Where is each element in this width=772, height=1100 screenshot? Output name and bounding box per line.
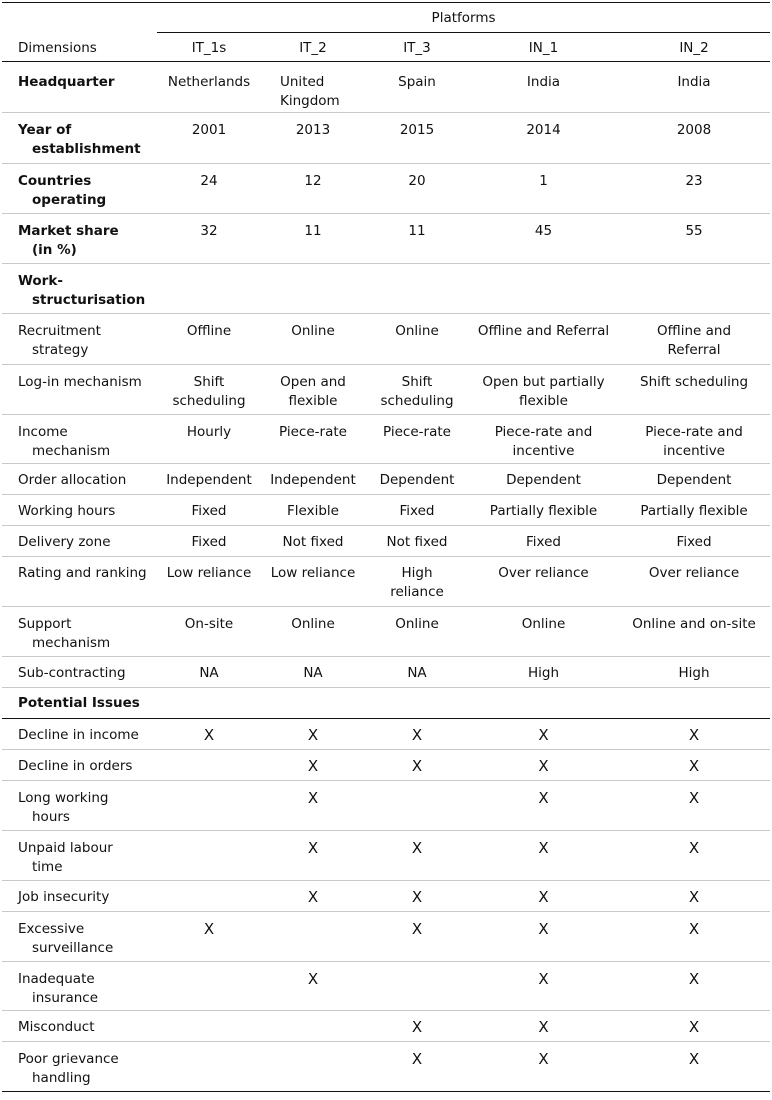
row-label: Support mechanism [2, 607, 157, 657]
row-excessive-surveillance [2, 912, 770, 962]
cross-mark: X [469, 1011, 618, 1042]
row-label: Year of establishment [2, 113, 157, 164]
cell: Independent [157, 464, 261, 495]
row-order-allocation [2, 464, 770, 495]
platforms-table [2, 2, 770, 1092]
cell: On-site [157, 607, 261, 657]
cross-mark: X [469, 781, 618, 831]
row-inadequate-insurance [2, 962, 770, 1011]
cross-mark: X [618, 750, 770, 781]
row-label: Job insecurity [2, 881, 157, 912]
row-headquarter [2, 62, 770, 113]
row-label: Rating and ranking [2, 557, 157, 607]
cell: Shift scheduling [618, 365, 770, 415]
cell: Not fixed [261, 526, 365, 557]
cross-mark [157, 781, 261, 831]
cross-mark [157, 962, 261, 1011]
cell: Offline [157, 314, 261, 365]
cross-mark: X [261, 881, 365, 912]
row-poor-grievance-handling [2, 1042, 770, 1092]
cell: Over reliance [469, 557, 618, 607]
cell: 24 [157, 164, 261, 214]
cell: Fixed [157, 526, 261, 557]
cell: Not fixed [365, 526, 469, 557]
cross-mark: X [157, 719, 261, 750]
cross-mark: X [618, 881, 770, 912]
row-decline-in-income [2, 719, 770, 750]
header-row-platforms [2, 3, 770, 33]
row-label: Income mechanism [2, 415, 157, 464]
cross-mark [261, 1042, 365, 1092]
cross-mark: X [618, 912, 770, 962]
row-misconduct [2, 1011, 770, 1042]
cell: Fixed [618, 526, 770, 557]
row-support-mechanism [2, 607, 770, 657]
cell: NA [157, 657, 261, 688]
row-label: Market share (in %) [2, 214, 157, 264]
cross-mark: X [365, 1011, 469, 1042]
row-rating-and-ranking [2, 557, 770, 607]
cell: India [618, 62, 770, 113]
cross-mark [157, 831, 261, 881]
cell: 11 [261, 214, 365, 264]
header-row-columns [2, 33, 770, 62]
cross-mark [365, 962, 469, 1011]
cell: Online [365, 607, 469, 657]
cell: Piece-rate [261, 415, 365, 464]
row-work-structurisation [2, 264, 770, 314]
cross-mark: X [261, 719, 365, 750]
cell: Over reliance [618, 557, 770, 607]
cell: Online [469, 607, 618, 657]
row-label: Order allocation [2, 464, 157, 495]
cross-mark: X [469, 962, 618, 1011]
cell: Fixed [365, 495, 469, 526]
cross-mark: X [261, 750, 365, 781]
cell: Online [261, 314, 365, 365]
cell: High reliance [365, 557, 469, 607]
cell: Dependent [618, 464, 770, 495]
cell: Partially flexible [469, 495, 618, 526]
cross-mark [157, 1011, 261, 1042]
row-income-mechanism [2, 415, 770, 464]
cell: Netherlands [157, 62, 261, 113]
row-sub-contracting [2, 657, 770, 688]
cross-mark: X [365, 912, 469, 962]
cross-mark [157, 750, 261, 781]
row-countries-operating [2, 164, 770, 214]
row-label: Working hours [2, 495, 157, 526]
cell: 2008 [618, 113, 770, 164]
cross-mark [261, 912, 365, 962]
section-label: Potential Issues [2, 688, 157, 719]
cross-mark [157, 881, 261, 912]
cell: India [469, 62, 618, 113]
cross-mark [157, 1042, 261, 1092]
cross-mark: X [618, 1042, 770, 1092]
row-label: Decline in income [2, 719, 157, 750]
cell: Dependent [469, 464, 618, 495]
row-label: Poor grievance handling [2, 1042, 157, 1092]
cell: Online [365, 314, 469, 365]
cross-mark: X [469, 831, 618, 881]
row-label: Misconduct [2, 1011, 157, 1042]
cell: United Kingdom [261, 62, 365, 113]
cross-mark: X [365, 719, 469, 750]
row-label: Recruitment strategy [2, 314, 157, 365]
cross-mark: X [365, 831, 469, 881]
cross-mark: X [469, 1042, 618, 1092]
cell: Dependent [365, 464, 469, 495]
cell: 2014 [469, 113, 618, 164]
row-market-share [2, 214, 770, 264]
cell: 2013 [261, 113, 365, 164]
row-long-working-hours [2, 781, 770, 831]
cross-mark: X [157, 912, 261, 962]
cross-mark: X [469, 881, 618, 912]
cell: Piece-rate [365, 415, 469, 464]
row-label: Decline in orders [2, 750, 157, 781]
row-label: Inadequate insurance [2, 962, 157, 1011]
cross-mark: X [618, 719, 770, 750]
cross-mark: X [365, 881, 469, 912]
cell: Partially flexible [618, 495, 770, 526]
cross-mark: X [365, 1042, 469, 1092]
row-label: Log-in mechanism [2, 365, 157, 415]
cell: Shift scheduling [157, 365, 261, 415]
cell: 11 [365, 214, 469, 264]
row-working-hours [2, 495, 770, 526]
column-header-in-2: IN_2 [618, 33, 770, 62]
cell: 2001 [157, 113, 261, 164]
cross-mark: X [469, 912, 618, 962]
cell: Online [261, 607, 365, 657]
row-label: Headquarter [2, 62, 157, 113]
cell: 20 [365, 164, 469, 214]
platforms-header: Platforms [157, 3, 770, 33]
cross-mark [365, 781, 469, 831]
cell: High [618, 657, 770, 688]
row-recruitment-strategy [2, 314, 770, 365]
row-decline-in-orders [2, 750, 770, 781]
cell: Flexible [261, 495, 365, 526]
cell: Low reliance [157, 557, 261, 607]
cell: 23 [618, 164, 770, 214]
row-job-insecurity [2, 881, 770, 912]
cell: 12 [261, 164, 365, 214]
row-label: Long working hours [2, 781, 157, 831]
column-header-it-1s: IT_1s [157, 33, 261, 62]
cell: Piece-rate and incentive [618, 415, 770, 464]
cell: Offline and Referral [618, 314, 770, 365]
cell: NA [365, 657, 469, 688]
cross-mark: X [618, 1011, 770, 1042]
row-year-of-establishment [2, 113, 770, 164]
cell: Spain [365, 62, 469, 113]
row-unpaid-labour-time [2, 831, 770, 881]
cross-mark: X [261, 831, 365, 881]
cross-mark [261, 1011, 365, 1042]
cell: Online and on-site [618, 607, 770, 657]
cell: 1 [469, 164, 618, 214]
cross-mark: X [261, 962, 365, 1011]
row-delivery-zone [2, 526, 770, 557]
dimensions-header: Dimensions [2, 33, 157, 62]
row-potential-issues [2, 688, 770, 719]
cell: 2015 [365, 113, 469, 164]
cell: Fixed [469, 526, 618, 557]
cross-mark: X [618, 962, 770, 1011]
cell: Shift scheduling [365, 365, 469, 415]
cell: Hourly [157, 415, 261, 464]
cross-mark: X [618, 781, 770, 831]
cell: Independent [261, 464, 365, 495]
column-header-it-3: IT_3 [365, 33, 469, 62]
cell: Fixed [157, 495, 261, 526]
row-label: Excessive surveillance [2, 912, 157, 962]
cross-mark: X [469, 719, 618, 750]
row-label: Delivery zone [2, 526, 157, 557]
cell: Piece-rate and incentive [469, 415, 618, 464]
cell: Low reliance [261, 557, 365, 607]
row-label: Countries operating [2, 164, 157, 214]
row-label: Unpaid labour time [2, 831, 157, 881]
cell: Offline and Referral [469, 314, 618, 365]
cell: 45 [469, 214, 618, 264]
cell: Open but partially flexible [469, 365, 618, 415]
row-label: Sub-contracting [2, 657, 157, 688]
cross-mark: X [469, 750, 618, 781]
cross-mark: X [261, 781, 365, 831]
cell: 55 [618, 214, 770, 264]
cell: Open and flexible [261, 365, 365, 415]
cell: NA [261, 657, 365, 688]
cross-mark: X [365, 750, 469, 781]
row-log-in-mechanism [2, 365, 770, 415]
column-header-in-1: IN_1 [469, 33, 618, 62]
cross-mark: X [618, 831, 770, 881]
column-header-it-2: IT_2 [261, 33, 365, 62]
cell: High [469, 657, 618, 688]
cell: 32 [157, 214, 261, 264]
section-label: Work- structurisation [2, 264, 157, 314]
